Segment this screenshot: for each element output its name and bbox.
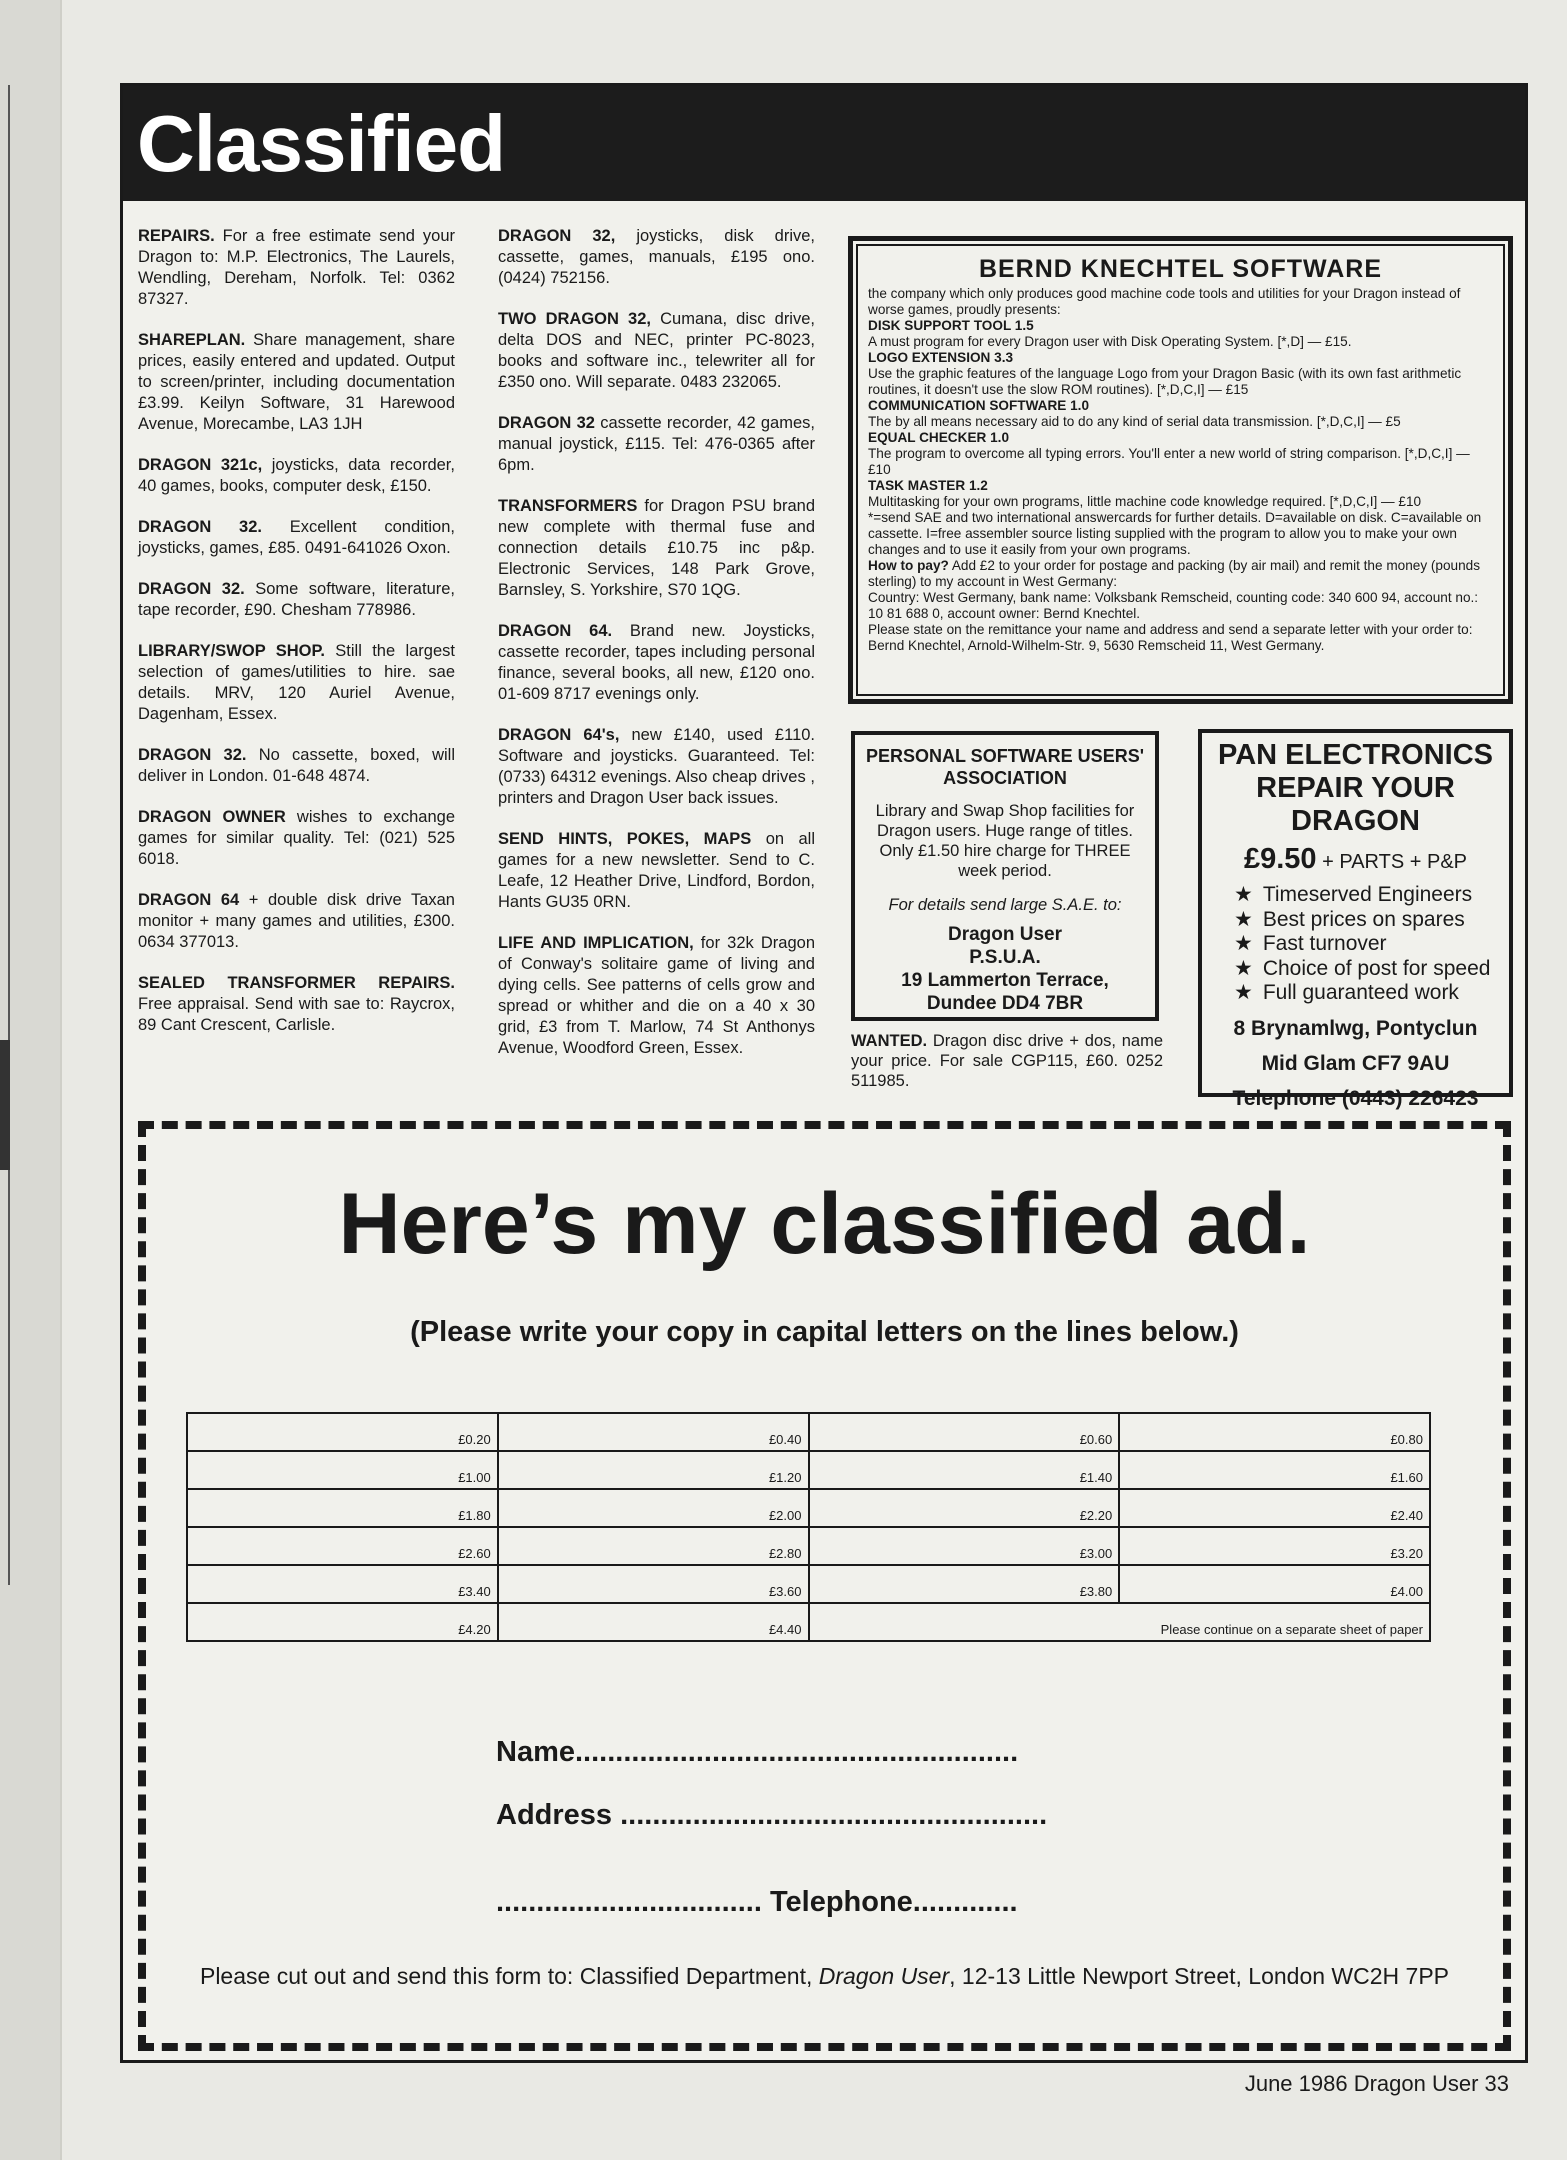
ad-body: Cumana, disc drive, delta DOS and NEC, printer PC-8023, books and software inc., telewriter all for £350 ono. Will separate. 0483 232065. [498, 310, 815, 391]
grid-cell-price[interactable]: £2.00 [498, 1489, 809, 1527]
bernd-pay-head: How to pay? [868, 558, 949, 573]
ad-heading: TRANSFORMERS [498, 497, 638, 515]
name-field[interactable]: Name....................................................... [496, 1736, 1019, 1768]
classified-ad [498, 309, 815, 393]
star-icon: ★ [1234, 981, 1253, 1004]
ad-heading: SEND HINTS, POKES, MAPS [498, 830, 752, 848]
form-headline: Here’s my classified ad. [338, 1176, 1311, 1272]
pan-bullet-text: Choice of post for speed [1262, 956, 1491, 980]
star-icon: ★ [1234, 932, 1253, 955]
grid-cell-price[interactable]: £3.60 [498, 1565, 809, 1603]
wanted-ad [851, 1031, 1163, 1091]
pan-subtitle: REPAIR YOUR DRAGON [1256, 772, 1455, 837]
classified-ad [138, 890, 455, 953]
psua-details: For details send large S.A.E. to: [888, 896, 1122, 914]
ad-body: joysticks, disk drive, cassette, games, manuals, £195 ono. (0424) 752156. [498, 227, 815, 287]
ad-heading: DRAGON 321c, [138, 456, 263, 474]
grid-cell-price[interactable]: £4.20 [187, 1603, 498, 1641]
bernd-pay-body: Add £2 to your order for postage and packing (by air mail) and remit the money (pounds sterling) to my account in West Germany: [868, 558, 1481, 589]
grid-cell-price[interactable]: £3.00 [809, 1527, 1120, 1565]
classified-header [123, 86, 1525, 201]
star-icon: ★ [1234, 883, 1253, 906]
bernd-product-desc: The program to overcome all typing errors. You'll enter a new world of string comparison. [*,D,C,I] — £10 [868, 446, 1470, 477]
ads-column-2 [498, 226, 815, 1079]
bernd-title: BERND KNECHTEL SOFTWARE [978, 255, 1383, 283]
ad-body: new £140, used £110. Software and joysticks. Guaranteed. Tel: (0733) 64312 evenings. Also cheap drives , printers and Dragon User back issues. [498, 726, 816, 807]
psua-addr-4: Dundee DD4 7BR [926, 993, 1084, 1014]
grid-row [187, 1413, 1430, 1451]
grid-cell-price[interactable]: £2.20 [809, 1489, 1120, 1527]
ad-heading: DRAGON 32. [138, 518, 262, 536]
page-gutter [0, 0, 62, 2160]
classified-ad [138, 226, 455, 310]
psua-body: Library and Swap Shop facilities for Dragon users. Huge range of titles. Only £1.50 hire charge for THREE week period. [875, 802, 1135, 880]
classified-ad [498, 621, 815, 705]
classified-ad [138, 579, 455, 621]
ad-body: for Dragon PSU brand new complete with thermal fuse and connection details £10.75 inc p&p. Electronic Services, 148 Park Grove, Barnsley, S. Yorkshire, S70 1QG. [498, 497, 815, 599]
grid-cell-price[interactable]: £2.80 [498, 1527, 809, 1565]
pan-addr-3: Telephone (0443) 226423 [1232, 1086, 1479, 1110]
pan-bullet-text: Full guaranteed work [1262, 981, 1459, 1004]
pan-title: PAN ELECTRONICS [1218, 739, 1493, 771]
ad-heading: TWO DRAGON 32, [498, 310, 651, 328]
wanted-head: WANTED. [851, 1032, 928, 1050]
page-title: Classified [137, 99, 505, 188]
grid-cell-price[interactable]: £1.80 [187, 1489, 498, 1527]
psua-addr-3: 19 Lammerton Terrace, [901, 970, 1109, 991]
bernd-product-name: COMMUNICATION SOFTWARE 1.0 [868, 398, 1090, 413]
ad-body: No cassette, boxed, will deliver in London. 01-648 4874. [138, 746, 455, 785]
bernd-product-desc: A must program for every Dragon user with Disk Operating System. [*,D] — £15. [868, 334, 1352, 349]
bernd-knechtel-inner [856, 244, 1505, 696]
classified-ad [498, 226, 815, 289]
ad-heading: DRAGON 64's, [498, 726, 620, 744]
ad-copy-grid [186, 1412, 1431, 1642]
psua-addr-2: P.S.U.A. [969, 947, 1041, 968]
address-field[interactable]: Address ..................................................... [496, 1799, 1048, 1831]
telephone-label: Telephone............. [761, 1886, 1018, 1918]
ad-body: joysticks, data recorder, 40 games, books, computer desk, £150. [138, 456, 455, 495]
bernd-products [868, 318, 1493, 510]
pan-electronics-ad [1198, 729, 1513, 1110]
grid-cell-price[interactable]: £3.40 [187, 1565, 498, 1603]
wanted-body: Dragon disc drive + dos, name your price. For sale CGP115, £60. 0252 511985. [851, 1032, 1163, 1090]
ad-heading: LIBRARY/SWOP SHOP. [138, 642, 325, 660]
pan-price-rest: + PARTS + P&P [1316, 851, 1468, 873]
ad-heading: DRAGON OWNER [138, 808, 286, 826]
ad-heading: DRAGON 64 [138, 891, 240, 909]
form-subhead: (Please write your copy in capital letters on the lines below.) [410, 1316, 1239, 1348]
continue-note: Please continue on a separate sheet of paper [809, 1603, 1431, 1641]
bernd-pay [868, 558, 1493, 590]
ad-heading: DRAGON 32. [138, 580, 245, 598]
classified-ad [138, 330, 455, 435]
ad-heading: SEALED TRANSFORMER REPAIRS. [138, 974, 455, 992]
send-magazine: Dragon User [818, 1963, 950, 1989]
bernd-bank: Country: West Germany, bank name: Volksbank Remscheid, counting code: 340 600 94, account no.: 10 81 688 0, account owner: Bernd Knechtel. [868, 590, 1479, 621]
psua-title: PERSONAL SOFTWARE USERS' ASSOCIATION [866, 746, 1144, 788]
grid-cell-price[interactable]: £2.40 [1119, 1489, 1430, 1527]
classified-ad [498, 933, 815, 1059]
grid-cell-price[interactable]: £0.80 [1119, 1413, 1430, 1451]
page-footer: June 1986 Dragon User 33 [1244, 2071, 1509, 2096]
bernd-product-name: TASK MASTER 1.2 [868, 478, 988, 493]
ad-body: For a free estimate send your Dragon to: M.P. Electronics, The Laurels, Wendling, Dereham, Norfolk. Tel: 0362 87327. [138, 227, 455, 308]
pan-bullet-text: Best prices on spares [1262, 907, 1465, 931]
grid-cell-price[interactable]: £3.20 [1119, 1527, 1430, 1565]
ad-body: Excellent condition, joysticks, games, £85. 0491-641026 Oxon. [138, 518, 455, 557]
bernd-product-desc: The by all means necessary aid to do any kind of serial data transmission. [*,D,C,I] — £5 [868, 414, 1401, 429]
star-icon: ★ [1234, 956, 1253, 980]
pan-bullet [1234, 957, 1499, 982]
ad-heading: DRAGON 32 [498, 414, 595, 432]
classified-ad [498, 413, 815, 476]
grid-cell-price[interactable]: £0.60 [809, 1413, 1120, 1451]
gutter-rule [0, 85, 10, 1585]
grid-cell-price[interactable]: £1.00 [187, 1451, 498, 1489]
bernd-knechtel-ad [848, 236, 1513, 704]
gutter-tab [0, 1040, 10, 1170]
ad-body: + double disk drive Taxan monitor + many games and utilities, £300. 0634 377013. [138, 891, 455, 951]
bernd-product-name: EQUAL CHECKER 1.0 [868, 430, 1010, 445]
ad-body: Still the largest selection of games/utilities to hire. sae details. MRV, 120 Auriel Avenue, Dagenham, Essex. [138, 642, 455, 723]
classified-ad [138, 455, 455, 497]
bernd-intro: the company which only produces good machine code tools and utilities for your Dragon instead of worse games, proudly presents: [868, 286, 1461, 317]
ad-body: for 32k Dragon of Conway's solitaire game of living and dying cells. See patterns of cells grow and spread or whither and die on a 40 x 30 grid, £3 from T. Marlow, 74 St Anthonys Avenue, Woodford Green, Essex. [498, 934, 815, 1057]
grid-cell-price[interactable]: £1.60 [1119, 1451, 1430, 1489]
grid-row [187, 1527, 1430, 1565]
classified-ad [498, 829, 815, 913]
bernd-product-desc: Multitasking for your own programs, little machine code knowledge required. [*,D,C,I] — £10 [868, 494, 1422, 509]
ad-body: Free appraisal. Send with sae to: Raycrox, 89 Cant Crescent, Carlisle. [138, 995, 455, 1034]
grid-row [187, 1489, 1430, 1527]
psua-ad [851, 731, 1159, 1021]
pan-bullet [1234, 981, 1499, 1006]
ad-body: on all games for a new newsletter. Send to C. Leafe, 12 Heather Drive, Lindford, Bordon, Hants GU35 0RN. [498, 830, 816, 911]
send-instructions [146, 1962, 1503, 1990]
star-icon: ★ [1234, 907, 1253, 931]
classified-ad [138, 641, 455, 725]
ad-body: Some software, literature, tape recorder, £90. Chesham 778986. [138, 580, 455, 619]
ad-heading: REPAIRS. [138, 227, 215, 245]
telephone-field[interactable] [496, 1884, 1018, 1920]
pan-bullet [1234, 908, 1499, 933]
pan-addr-1: 8 Brynamlwg, Pontyclun [1233, 1016, 1478, 1040]
grid-row [187, 1603, 1430, 1641]
grid-cell-price[interactable]: £1.40 [809, 1451, 1120, 1489]
ad-body: Brand new. Joysticks, cassette recorder, tapes including personal finance, several books, all new, £120 ono. 01-609 8717 evenings only. [498, 622, 815, 703]
classified-ad [138, 517, 455, 559]
send-prefix: Please cut out and send this form to: Classified Department, [199, 1963, 819, 1989]
grid-cell-price[interactable]: £2.60 [187, 1527, 498, 1565]
pan-addr-2: Mid Glam CF7 9AU [1261, 1051, 1450, 1075]
grid-cell-price[interactable]: £4.40 [498, 1603, 809, 1641]
bernd-product-desc: Use the graphic features of the language Logo from your Dragon Basic (with its own fast arithmetic routines, it doesn't use the slow ROM routines). [*,D,C,I] — £15 [868, 366, 1462, 397]
ad-body: cassette recorder, 42 games, manual joystick, £115. Tel: 476-0365 after 6pm. [498, 414, 815, 474]
ad-heading: LIFE AND IMPLICATION, [498, 934, 694, 952]
classified-order-form [138, 1121, 1511, 2051]
grid-cell-price[interactable]: £0.40 [498, 1413, 809, 1451]
bernd-product-name: LOGO EXTENSION 3.3 [868, 350, 1014, 365]
pan-bullet-text: Fast turnover [1262, 932, 1387, 955]
pan-price [1212, 842, 1499, 879]
ad-heading: DRAGON 32. [138, 746, 247, 764]
classified-ad [138, 745, 455, 787]
classified-page [120, 83, 1528, 2063]
classified-ad [138, 973, 455, 1036]
pan-bullets [1234, 883, 1499, 1006]
telephone-dots: ................................. [496, 1886, 762, 1918]
ads-column-1 [138, 226, 455, 1056]
grid-row [187, 1451, 1430, 1489]
pan-bullet-text: Timeserved Engineers [1262, 883, 1473, 906]
ad-heading: DRAGON 32, [498, 227, 616, 245]
grid-cell-price[interactable]: £4.00 [1119, 1565, 1430, 1603]
ad-body: wishes to exchange games for similar quality. Tel: (021) 525 6018. [138, 808, 455, 868]
classified-ad [498, 496, 815, 601]
psua-addr-1: Dragon User [947, 924, 1063, 945]
send-suffix: , 12-13 Little Newport Street, London WC2H 7PP [949, 1963, 1450, 1989]
bernd-product-name: DISK SUPPORT TOOL 1.5 [868, 318, 1034, 333]
bernd-order: Please state on the remittance your name and address and send a separate letter with your order to: Bernd Knechtel, Arnold-Wilhelm-Str. 9, 5630 Remscheid 11, West Germany. [868, 622, 1473, 653]
ad-heading: DRAGON 64. [498, 622, 613, 640]
grid-cell-price[interactable]: £1.20 [498, 1451, 809, 1489]
classified-ad [498, 725, 815, 809]
grid-cell-price[interactable]: £0.20 [187, 1413, 498, 1451]
grid-cell-price[interactable]: £3.80 [809, 1565, 1120, 1603]
classified-ad [138, 807, 455, 870]
pan-bullet [1234, 932, 1499, 957]
grid-row [187, 1565, 1430, 1603]
ad-heading: SHAREPLAN. [138, 331, 246, 349]
pan-price-amount: £9.50 [1243, 843, 1317, 875]
pan-bullet [1234, 883, 1499, 908]
bernd-notes: *=send SAE and two international answercards for further details. D=available on disk. C=available on cassette. I=free assembler source listing supplied with the program to allow you to make your own changes and to use it easily from your own programs. [868, 510, 1482, 557]
ad-body: Share management, share prices, easily entered and updated. Output to screen/printer, including documentation £3.99. Keilyn Software, 31 Harewood Avenue, Morecambe, LA3 1JH [138, 331, 455, 433]
